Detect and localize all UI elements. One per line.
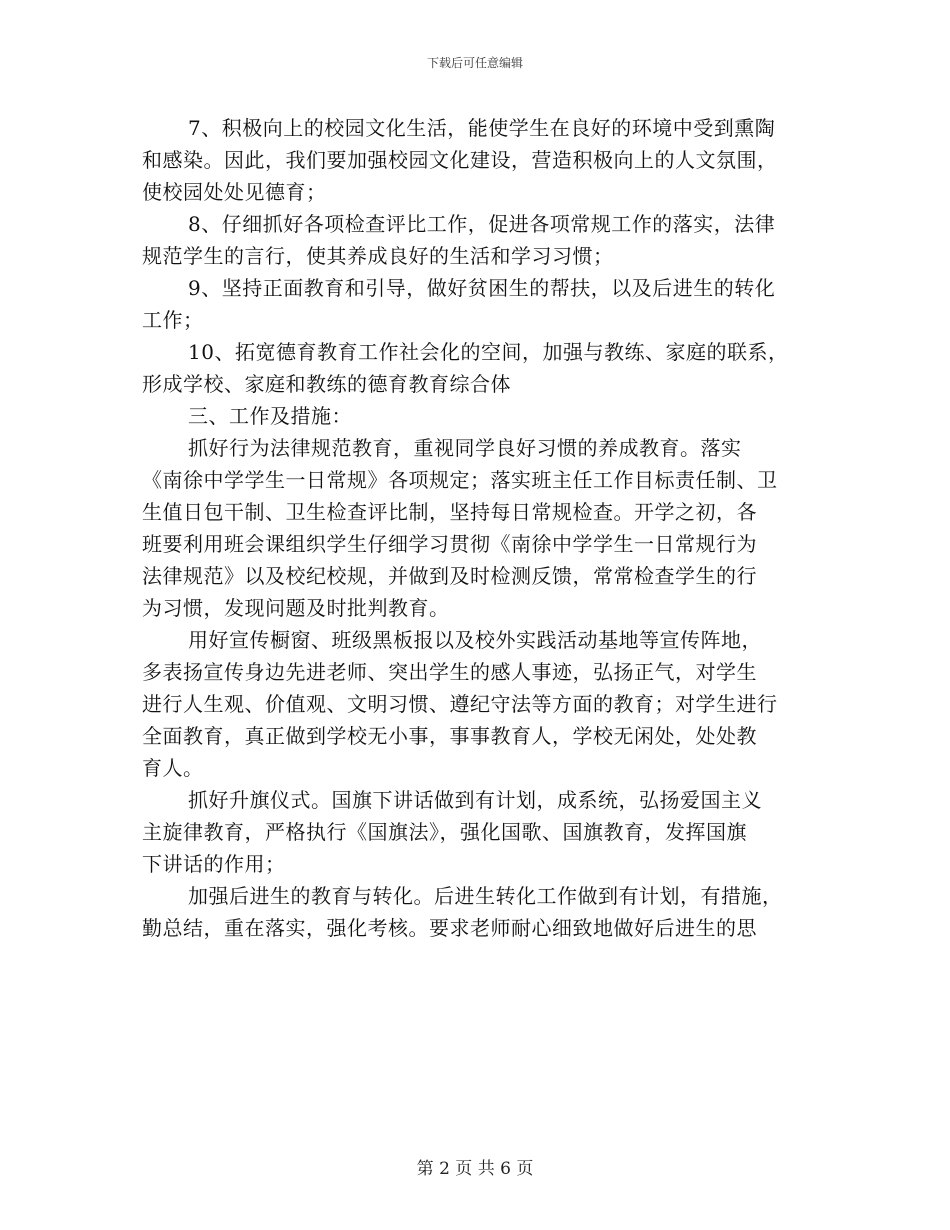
text-line: 法律规范》以及校纪校规，并做到及时检测反馈，常常检查学生的行 <box>142 564 757 588</box>
document-body <box>142 112 808 944</box>
text-line: 和感染。因此，我们要加强校园文化建设，营造积极向上的人文氛围， <box>142 148 778 172</box>
text-line: 育人。 <box>142 756 204 780</box>
text-line: 下讲话的作用； <box>142 852 286 876</box>
text-line: 生值日包干制、卫生检查评比制，坚持每日常规检查。开学之初，各 <box>142 500 757 524</box>
text-line: 三、工作及措施： <box>188 404 352 428</box>
text-line: 《南徐中学学生一日常规》各项规定；落实班主任工作目标责任制、卫 <box>142 468 778 492</box>
text-line: 规范学生的言行，使其养成良好的生活和学习习惯； <box>142 244 614 268</box>
text-line: 主旋律教育，严格执行《国旗法》，强化国歌、国旗教育，发挥国旗 <box>142 820 747 844</box>
text-line: 8、仔细抓好各项检查评比工作，促进各项常规工作的落实，法律 <box>188 212 776 236</box>
text-line: 抓好行为法律规范教育，重视同学良好习惯的养成教育。落实 <box>188 436 742 460</box>
text-line: 全面教育，真正做到学校无小事，事事教育人，学校无闲处，处处教 <box>142 724 757 748</box>
text-line: 7、积极向上的校园文化生活，能使学生在良好的环境中受到熏陶 <box>188 116 776 140</box>
text-line: 形成学校、家庭和教练的德育教育综合体 <box>142 372 511 396</box>
text-line: 为习惯，发现问题及时批判教育。 <box>142 596 450 620</box>
text-line: 工作； <box>142 308 204 332</box>
text-line: 班要利用班会课组织学生仔细学习贯彻《南徐中学学生一日常规行为 <box>142 532 757 556</box>
text-line: 勤总结，重在落实，强化考核。要求老师耐心细致地做好后进生的思 <box>142 916 757 940</box>
page-header-note: 下载后可任意编辑 <box>426 56 523 70</box>
text-line: 10、拓宽德育教育工作社会化的空间，加强与教练、家庭的联系， <box>188 340 789 364</box>
text-line: 多表扬宣传身边先进老师、突出学生的感人事迹，弘扬正气，对学生 <box>142 660 757 684</box>
text-line: 9、坚持正面教育和引导，做好贫困生的帮扶，以及后进生的转化 <box>188 276 776 300</box>
text-line: 抓好升旗仪式。国旗下讲话做到有计划，成系统，弘扬爱国主义 <box>188 788 762 812</box>
text-line: 进行人生观、价值观、文明习惯、遵纪守法等方面的教育；对学生进行 <box>142 692 778 716</box>
text-line: 加强后进生的教育与转化。后进生转化工作做到有计划，有措施， <box>188 884 783 908</box>
text-line: 用好宣传橱窗、班级黑板报以及校外实践活动基地等宣传阵地， <box>188 628 762 652</box>
text-line: 使校园处处见德育； <box>142 180 327 204</box>
page-number: 第 2 页 共 6 页 <box>416 1159 534 1179</box>
